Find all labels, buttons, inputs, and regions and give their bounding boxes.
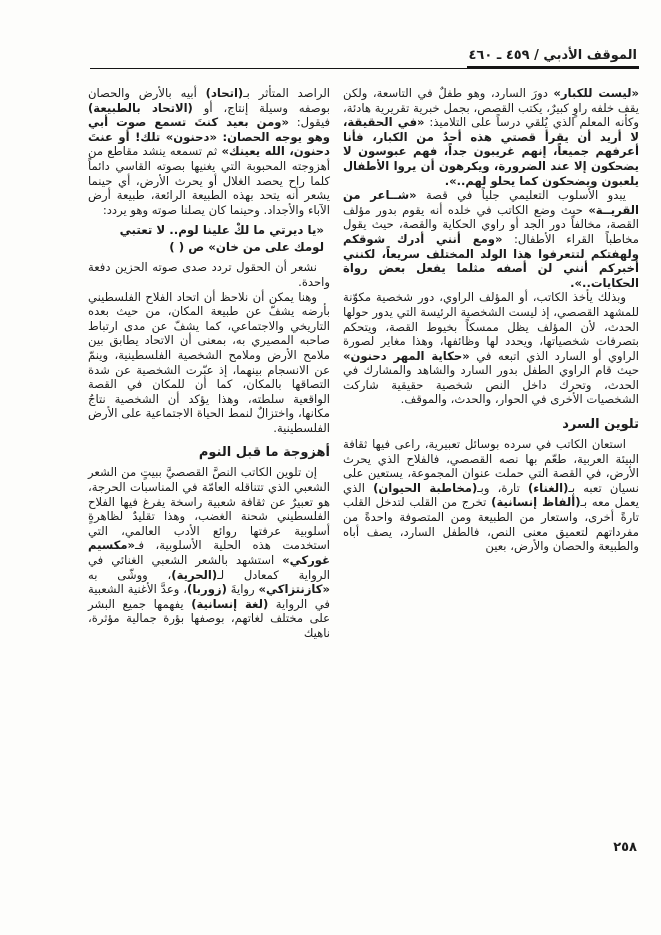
verse-line: «يا ديرتي ما لكْ علينا لوم.. لا تعتبي <box>119 223 324 238</box>
paragraph <box>88 86 330 217</box>
text-run: استشهد بالشعر الشعبي الغنائي في الرواية كمعادل لـ <box>88 553 330 582</box>
bold-run: «مكسيم غوركي» <box>88 538 330 568</box>
bold-run: «ومع أنني أدرك شوقكم ولهفتكم لتتعرفوا هذا الولد المختلف سريعاً، لكنني أخبركم أنني لن أصفه مثلما يفعل بعض رواة الحكايات..». <box>343 231 639 290</box>
page-number: ٢٥٨ <box>613 840 637 855</box>
text-run: حيث وضع الكاتب في خلده أنه يقوم بدور مؤلف القصة، مخالفاً دور الجد أو راوي الحكاية والقصة، حيث يقول مخاطباً القراء الأطفال: <box>343 202 639 246</box>
text-run: حيث قام الراوي الطفل بدور السارد والشاهد والمشارك في الحدث، وتحرك داخل النص شخصية حقيقية شاركت الشخصيات الأخرى في الحوار، والحدث، والموقف. <box>343 363 639 407</box>
text-run: ، ووشّى به <box>88 567 172 582</box>
verse-quote <box>88 222 324 255</box>
text-run: ثم تسمعه ينشد مقاطع من أهزوجته المحبوبة التي يغنيها بصوته القاسي دائماً كلما راح يحصد الغلال أو يحرث الأرض، أي حينما يشعر أنه يتحد بهذه الطبيعة الرائعة، طبيعة أرض الآباء والأجداد. وحينما كان يصلنا صوته وهو يردد: <box>88 144 330 217</box>
text-run: أبيه بالأرض والحصان بوصفه وسيلة إنتاج، أو <box>88 86 330 115</box>
text-run: يبدو الأسلوب التعليمي جلياً في قصة <box>416 188 627 203</box>
text-run: إن تلوين الكاتب النصَّ القصصيَّ ببيتٍ من الشعر الشعبي الذي تتناقله العامّة في المناسبات الحرجة، هو تعبيرٌ عن ثقافة شعبية راسخة يفرغ فيها الفلاح الفلسطيني شحنة الغضب، وهذا تقليدٌ لظاهرةٍ أسلوبية عرفتها روائع الأدب العالمي، التي استخدمت هذه الحلية الأسلوبية، فـ <box>88 465 330 553</box>
bold-run: (الغناء) <box>527 480 569 495</box>
text-run: روايةَ <box>226 582 259 597</box>
paragraph <box>343 437 639 554</box>
journal-title: الموقف الأدبي / ٤٥٩ ـ ٤٦٠ <box>467 48 640 69</box>
text-run: ، وعدَّ الأغنية الشعبية في الرواية <box>88 582 330 611</box>
bold-run: «ومن بعيد كنتَ تسمع صوت أبي وهو يوجه الحصان: «دحنون» تلك! أو عنتَ دحنون، الله يعينك» <box>88 115 330 159</box>
text-run: الذي يعمل معه بـ <box>343 480 639 510</box>
text-run: وبذلك يأخذ الكاتب، أو المؤلف الراوي، دور شخصية مكوّنة للمشهد القصصي، إذ ليست الشخصية الرئيسة التي يدور حولها الحدث، لأن المؤلف يظل ممسكاً بخيوط القصة، ويتحكم بتصرفات شخصياتها، ويحدد لها وظائفها، وهذا مغاير لصورة الراوي أو السارد الذي اتبعه في <box>343 290 639 363</box>
text-run: الراصد المتأثر بـ <box>243 86 330 100</box>
text-run: تارة، وبـ <box>477 480 528 495</box>
text-run: نشعر أن الحقول تردد صدى صوته الحزين دفعة واحدة. <box>88 260 330 289</box>
right-column <box>343 86 639 641</box>
paragraph <box>343 188 639 290</box>
bold-run: (ألفاظ إنسانية) <box>491 495 581 510</box>
bold-run: (اتحاد) <box>205 86 244 100</box>
verse-line: لومك على من خان» ص ( ) <box>169 239 324 254</box>
text-run: تخرج من القلب لتدخل القلب تارةً أخرى، واستعار من الطبيعة ومن المتصوفة واحدةً من مفرداتهم لتعميق معنى النص، فالطفل السارد، يصف أباه والطبيعة والحصان والأرض، بعين <box>343 495 639 554</box>
bold-run: (الحرية) <box>171 567 218 582</box>
text-run: فيقول: <box>289 115 330 130</box>
text-run: وهنا يمكن أن نلاحظ أن اتحاد الفلاح الفلسطيني بأرضه يشفّ عن طبيعة المكان، من حيث بعده التاريخي والاجتماعي، كما يشفّ عن مدى ارتباط صاحبه المصيري به، بمعنى أن الاتحاد يطابق بين ملامح الأرض وملامح الشخصية الفلسطينية، وينمّ عن الانسجام بينهما، إذ عبّرت الشخصية عن شدة التصاقها بالمكان، كما أن للمكان في القصة الواقعية سلطته، وهذا يؤكد أن الشخصية نتاجُ مكانها، واختزالٌ لنمط الحياة الاجتماعية على الأرض الفلسطينية. <box>88 289 330 435</box>
paragraph <box>343 290 639 407</box>
section-heading: أهزوجة ما قبل النوم <box>198 445 330 461</box>
paragraph <box>88 290 330 436</box>
header-rule <box>90 68 467 69</box>
bold-run: «شــاعر من القريــة» <box>343 188 639 217</box>
text-run: استعان الكاتب في سرده بوسائل تعبيرية، راعى فيها ثقافة البيئة العربية، طعّم بها نصه القصصي، فالفلاح الذي يحرث الأرض، في القصة التي حملت عنوان المجموعة، يستعين على نسيان تعبه بـ <box>343 437 639 495</box>
bold-run: «ليست للكبار» <box>553 86 639 100</box>
bold-run: (زوربا) <box>187 582 227 597</box>
bold-run: «كازنتزاكي» <box>258 582 331 597</box>
section-heading: تلوين السرد <box>562 417 639 433</box>
paragraph <box>88 465 330 640</box>
bold-run: «في الحقيقة، لا أريد أن يقرأ قصتي هذه أحدٌ من الكبار، فأنا أعرفهم جميعاً، إنهم غريبون جداً، فهم عبوسون لا يضحكون إلا عند الضرورة، ويكرهون أن يروا الأطفال يلعبون ويضحكون كما يحلو لهم..». <box>343 115 639 188</box>
bold-run: (الاتحاد بالطبيعة) <box>88 100 193 115</box>
paragraph <box>88 260 330 289</box>
paragraph <box>343 86 639 188</box>
page-header <box>90 48 639 69</box>
bold-run: «حكاية المهر دحنون» <box>343 348 470 363</box>
bold-run: (مخاطبة الحيوان) <box>373 480 478 495</box>
text-run: دورَ السارد، وهو طفلٌ في التاسعة، ولكن يقف خلفه راوٍ كبيرٌ، يكتب القصص، بجمل خبرية تقريرية هادئة، وكأنه المعلم الذي يُلقي درساً على التلاميذ: <box>343 86 639 130</box>
left-column <box>88 86 330 641</box>
text-columns <box>88 86 639 641</box>
text-run: يفهمها جميع البشر على مختلف لغاتهم، بوصفها بؤرة جمالية مؤثرة، ناهيك <box>88 596 330 640</box>
bold-run: (لغة إنسانية) <box>191 596 269 611</box>
